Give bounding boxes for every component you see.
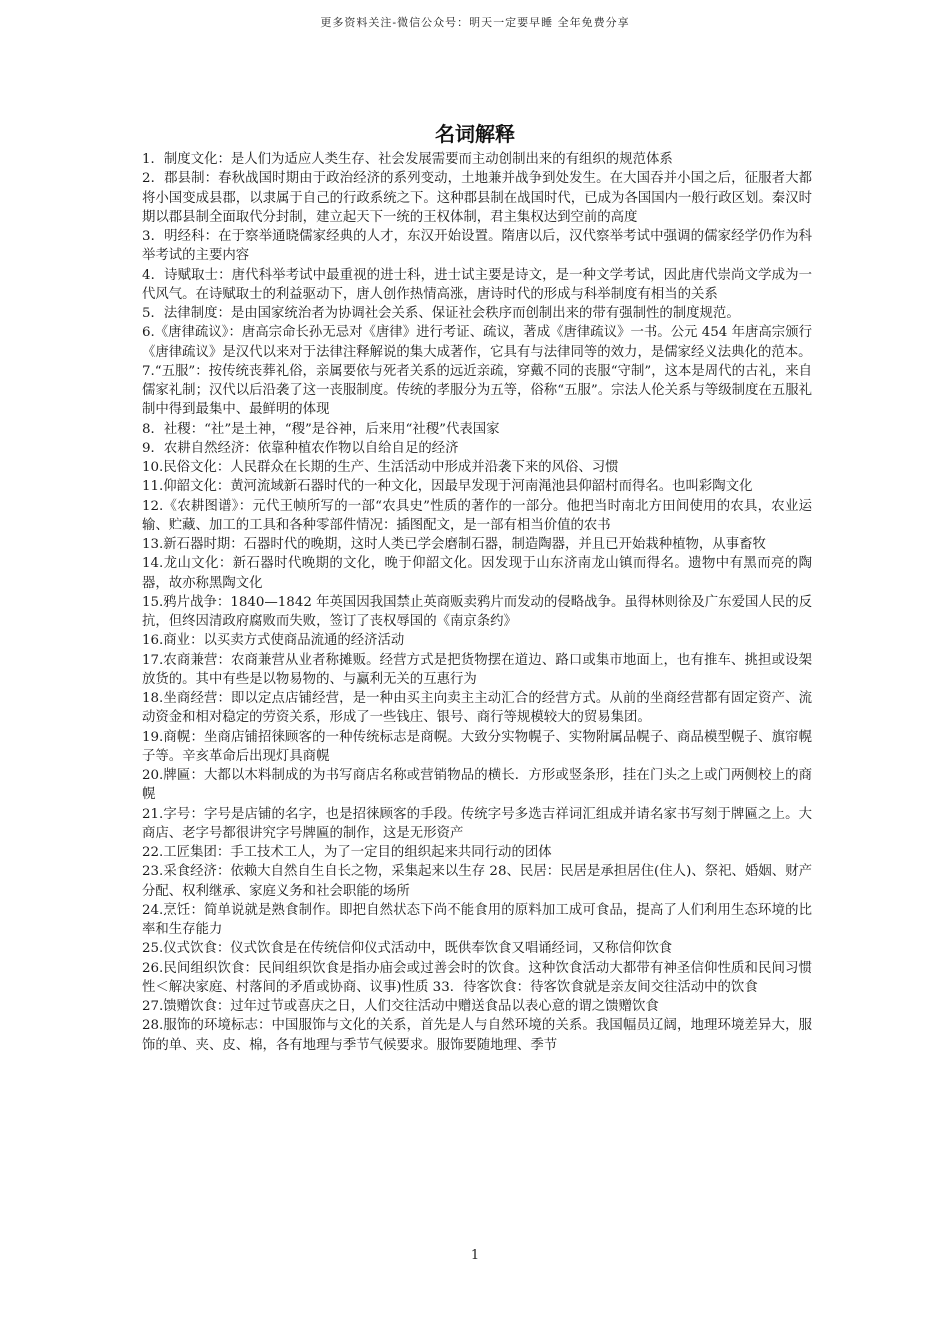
glossary-entry: 7.“五服”：按传统丧葬礼俗，亲属要依与死者关系的远近亲疏，穿戴不同的丧服“守制”，这本是周代的古礼，来自儒家礼制；汉代以后沿袭了这一丧服制度。传统的孝服分为五等，俗称“五服”。宗法人伦关系与等级制度在五服礼制中得到最集中、最鲜明的体现 xyxy=(142,363,812,418)
glossary-entry: 21.字号：字号是店铺的名字，也是招徕顾客的手段。传统字号多选吉祥词汇组成并请名家书写刻于牌匾之上。大商店、老字号都很讲究字号牌匾的制作，这是无形资产 xyxy=(142,806,812,841)
glossary-entry: 19.商幌：坐商店铺招徕顾客的一种传统标志是商幌。大致分实物幌子、实物附属品幌子、商品模型幌子、旗帘幌子等。辛亥革命后出现灯具商幌 xyxy=(142,729,812,764)
glossary-entry: 28.服饰的环境标志：中国服饰与文化的关系，首先是人与自然环境的关系。我国幅员辽阔，地理环境差异大，服饰的单、夹、皮、棉，各有地理与季节气候要求。服饰要随地理、季节 xyxy=(142,1018,812,1053)
glossary-entry: 12.《农耕图谱》：元代王帧所写的一部“农具史”性质的著作的一部分。他把当时南北方田间使用的农具，农业运输、贮藏、加工的工具和各种零部件情况：插图配文，是一部有相当价值的农书 xyxy=(142,498,812,533)
glossary-entry: 17.农商兼营：农商兼营从业者称摊贩。经营方式是把货物摆在道边、路口或集市地面上，也有推车、挑担或设架放货的。其中有些是以物易物的、与赢利无关的互惠行为 xyxy=(142,652,812,687)
glossary-entry: 16.商业：以买卖方式使商品流通的经济活动 xyxy=(142,633,405,649)
glossary-entry: 14.龙山文化：新石器时代晚期的文化，晚于仰韶文化。因发现于山东济南龙山镇而得名。遗物中有黑而亮的陶器，故亦称黑陶文化 xyxy=(142,556,812,591)
glossary-entry: 11.仰韶文化：黄河流域新石器时代的一种文化，因最早发现于河南渑池县仰韶村而得名。也叫彩陶文化 xyxy=(142,479,753,495)
glossary-entry: 2．郡县制：春秋战国时期由于政治经济的系列变动，土地兼并战争到处发生。在大国吞并小国之后，征服者大都将小国变成县郡，以隶属于自己的行政系统之下。这种郡县制在战国时代，已成为各国国内一般行政区划。秦汉时期以郡县制全面取代分封制，建立起天下一统的王权体制，君主集权达到空前的高度 xyxy=(142,171,812,225)
glossary-entry: 10.民俗文化：人民群众在长期的生产、生活活动中形成并沿袭下来的风俗、习惯 xyxy=(142,460,619,475)
glossary-entry: 8．社稷：“社”是土神，“稷”是谷神，后来用“社稷”代表国家 xyxy=(142,421,500,437)
glossary-entry: 26.民间组织饮食：民间组织饮食是指办庙会或过善会时的饮食。这种饮食活动大都带有神圣信仰性质和民间习惯性＜解决家庭、村落间的矛盾或协商、议事)性质 33．待客饮食：待客饮食就是亲友间交往活动中的饮食 xyxy=(142,960,812,995)
glossary-entry: 20.牌匾：大都以木料制成的为书写商店名称或营销物品的横长．方形或竖条形，挂在门头之上或门两侧校上的商幌 xyxy=(142,768,812,803)
glossary-entry: 18.坐商经营：即以定点店铺经营，是一种由买主向卖主主动汇合的经营方式。从前的坐商经营都有固定资产、流动资金和相对稳定的劳资关系，形成了一些钱庄、银号、商行等规模较大的贸易集团。 xyxy=(142,691,812,726)
page-number: 1 xyxy=(470,1248,480,1263)
glossary-entry: 27.馈赠饮食：过年过节或喜庆之日，人们交往活动中赠送食品以表心意的谓之馈赠饮食 xyxy=(142,999,659,1014)
page-title: 名词解释 xyxy=(435,122,515,146)
glossary-entry: 25.仪式饮食：仪式饮食是在传统信仰仪式活动中，既供奉饮食又唱诵经词，又称信仰饮食 xyxy=(142,941,673,957)
glossary-entry: 24.烹饪：简单说就是熟食制作。即把自然状态下尚不能食用的原料加工成可食品，提高了人们利用生态环境的比率和生存能力 xyxy=(142,902,812,937)
glossary-entry: 5．法律制度：是由国家统治者为协调社会关系、保证社会秩序而创制出来的带有强制性的制度规范。 xyxy=(142,306,740,321)
glossary-entry: 9．农耕自然经济：依靠种植农作物以自给自足的经济 xyxy=(142,440,459,456)
page-header: 更多资料关注-微信公众号：明天一定要早睡 全年免费分享 xyxy=(320,16,630,29)
glossary-entry: 4．诗赋取士：唐代科举考试中最重视的进士科，进士试主要是诗文，是一种文学考试，因此唐代崇尚文学成为一代风气。在诗赋取士的利益驱动下，唐人创作热情高涨，唐诗时代的形成与科举制度有相当的关系 xyxy=(142,267,812,302)
glossary-entry: 1．制度文化：是人们为适应人类生存、社会发展需要而主动创制出来的有组织的规范体系 xyxy=(142,152,673,167)
glossary-entry: 15.鸦片战争：1840—1842 年英国因我国禁止英商贩卖鸦片而发动的侵略战争。虽得林则徐及广东爱国人民的反抗，但终因清政府腐败而失败，签订了丧权辱国的《南京条约》 xyxy=(142,594,812,629)
glossary-entry: 22.工匠集团：手工技术工人，为了一定目的组织起来共同行动的团体 xyxy=(142,845,552,860)
glossary-entry: 3．明经科：在于察举通晓儒家经典的人才，东汉开始设置。隋唐以后，汉代察举考试中强调的儒家经学仍作为科举考试的主要内容 xyxy=(142,229,812,264)
glossary-entry: 6.《唐律疏议》：唐高宗命长孙无忌对《唐律》进行考证、疏议，著成《唐律疏议》一书。公元 454 年唐高宗颁行《唐律疏议》是汉代以来对于法律注释解说的集大成著作，它具有与法律同等的效力，是儒家经义法典化的范本。 xyxy=(142,325,812,360)
glossary-entry: 13.新石器时期：石器时代的晚期，这时人类已学会磨制石器，制造陶器，并且已开始栽种植物，从事畜牧 xyxy=(142,537,766,552)
glossary-entry: 23.采食经济：依赖大自然自生自长之物，采集起来以生存 28、民居：民居是承担居住(住人)、祭祀、婚姻、财产分配、权利继承、家庭义务和社会职能的场所 xyxy=(142,864,812,899)
glossary-body xyxy=(142,150,812,1055)
